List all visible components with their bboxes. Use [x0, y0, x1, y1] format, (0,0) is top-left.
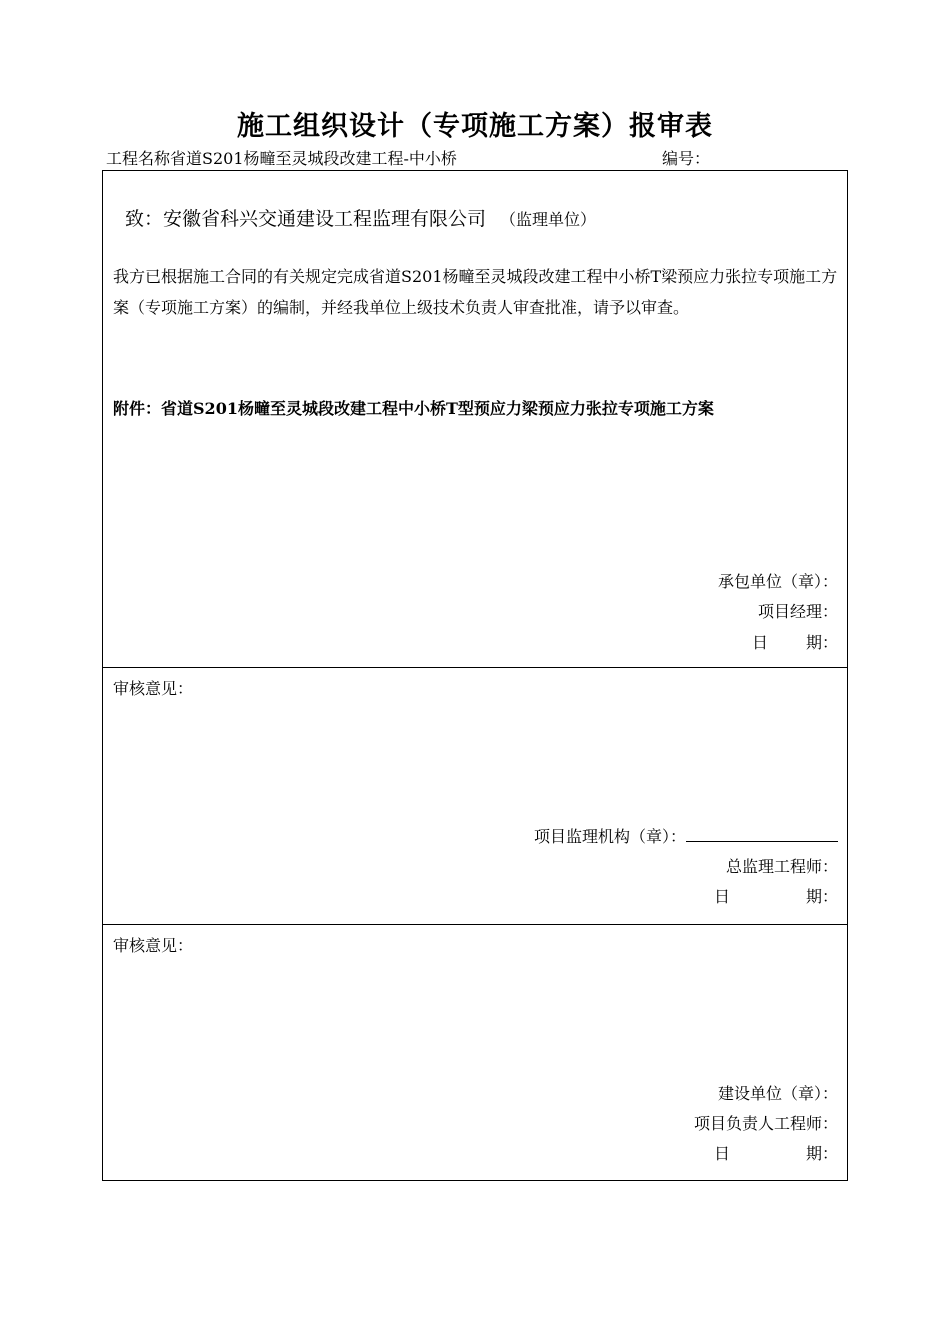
- approval-form-table: [102, 170, 848, 1181]
- date-label-b: 期：: [805, 633, 838, 652]
- owner-seal-label: 建设单位（章）：: [717, 1084, 838, 1103]
- date-label: [714, 1141, 838, 1164]
- review-opinion-label: 审核意见：: [113, 679, 194, 698]
- date-label: [752, 630, 838, 653]
- supervision-review-section: [103, 668, 847, 925]
- page-title: 施工组织设计（专项施工方案）报审表: [237, 111, 713, 142]
- date-label-b: 期：: [805, 1144, 838, 1163]
- date-label-a: 日: [751, 633, 768, 652]
- date-label-b: 期：: [805, 887, 838, 906]
- project-name: 工程名称省道S201杨疃至灵城段改建工程-中小桥: [106, 149, 457, 168]
- submission-section: [103, 171, 847, 668]
- supervision-seal-text: 项目监理机构（章）：: [533, 827, 686, 846]
- addressee-line: [125, 204, 596, 231]
- attachment-line: 附件：省道S201杨疃至灵城段改建工程中小桥T型预应力梁预应力张拉专项施工方案: [113, 399, 714, 418]
- date-label-a: 日: [713, 1144, 730, 1163]
- addressee-text: 致：安徽省科兴交通建设工程监理有限公司: [125, 208, 487, 230]
- submission-body: 我方已根据施工合同的有关规定完成省道S201杨疃至灵城段改建工程中小桥T梁预应力张拉专项施工方案（专项施工方案）的编制，并经我单位上级技术负责人审查批准，请予以审查。: [113, 267, 838, 317]
- signature-line: [686, 827, 838, 842]
- addressee-note: （监理单位）: [500, 210, 597, 229]
- owner-engineer-label: 项目负责人工程师：: [693, 1114, 838, 1133]
- contractor-seal-label: 承包单位（章）：: [717, 572, 838, 591]
- review-opinion-label: 审核意见：: [113, 936, 194, 955]
- date-label: [714, 884, 838, 907]
- project-manager-label: 项目经理：: [757, 602, 838, 621]
- owner-review-section: [103, 925, 847, 1180]
- supervision-seal-label: [534, 824, 838, 847]
- date-label-a: 日: [713, 887, 730, 906]
- chief-engineer-label: 总监理工程师：: [725, 857, 838, 876]
- number-label: 编号：: [662, 149, 711, 168]
